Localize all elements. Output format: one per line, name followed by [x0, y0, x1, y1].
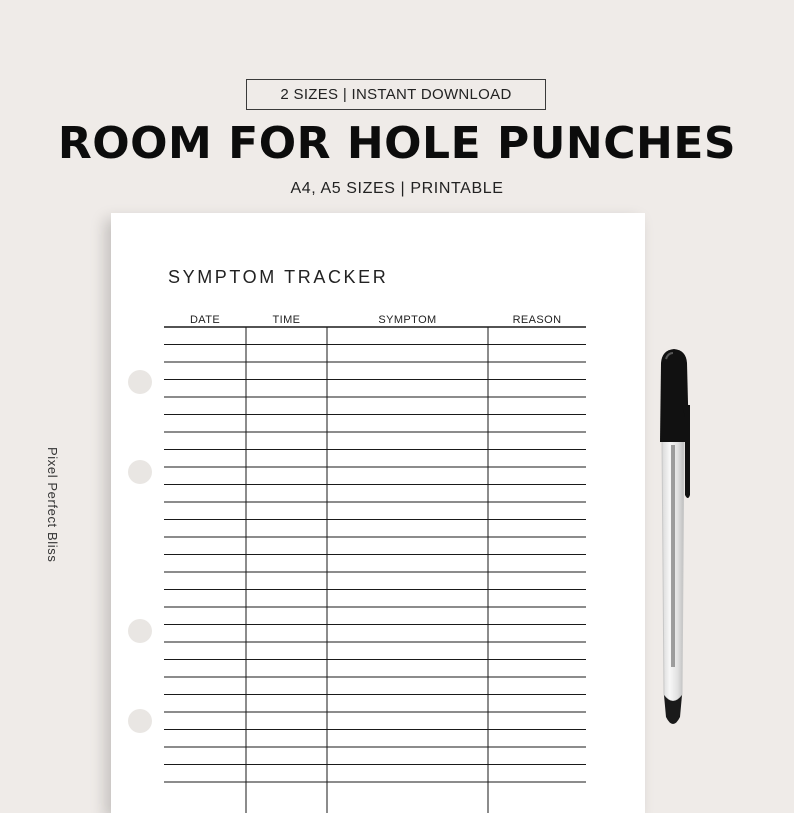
- subline: A4, A5 SIZES | PRINTABLE: [290, 180, 504, 197]
- planner-sheet: [111, 213, 645, 813]
- column-header-reason: REASON: [512, 314, 562, 326]
- brand-watermark: Pixel Perfect Bliss: [45, 447, 60, 563]
- column-header-symptom: SYMPTOM: [378, 314, 437, 326]
- column-header-time: TIME: [272, 314, 301, 326]
- sizes-badge: [246, 79, 546, 110]
- ballpoint-pen-icon: [652, 345, 696, 737]
- tracker-grid: [111, 213, 645, 813]
- sheet-title: SYMPTOM TRACKER: [168, 267, 389, 287]
- headline: ROOM FOR HOLE PUNCHES: [57, 118, 737, 169]
- sizes-badge-text: 2 SIZES | INSTANT DOWNLOAD: [280, 86, 512, 103]
- column-header-date: DATE: [189, 314, 221, 326]
